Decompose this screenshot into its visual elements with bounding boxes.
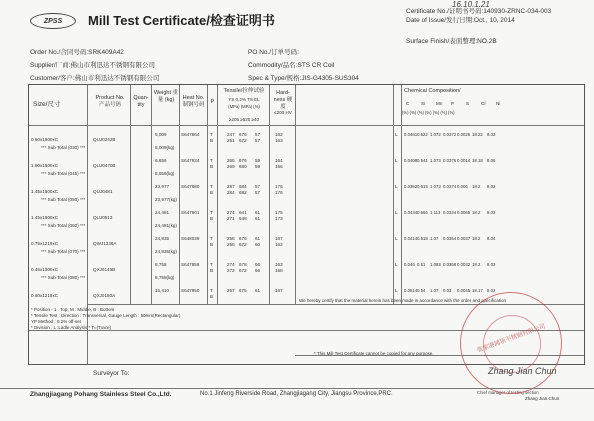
position-bottom: B [210, 190, 214, 195]
header-tensile: Tensile/拉伸试验 [223, 88, 265, 94]
tensile-bottom-ts: 682 [239, 190, 247, 195]
tensile-bottom-ys: 269 [227, 164, 235, 169]
tensile-top-ys: 265 [227, 158, 235, 163]
copy-notice: * This Mill Test Certificate cannot be copied for any purpose. [314, 351, 434, 356]
tensile-top-ts: 684 [239, 184, 247, 189]
header-weight: Weight 重量 (kg) [153, 90, 179, 103]
chem-cr: 18.2 [472, 210, 481, 215]
position-top: T [210, 236, 213, 241]
chem-p: 0.03 [443, 288, 452, 293]
tensile-bottom-el: 57 [255, 190, 261, 195]
size-value: 0.60x1219xC [31, 293, 59, 298]
tensile-top-ts: 678 [239, 262, 247, 267]
heat-number: S647680 [181, 184, 200, 189]
tensile-top-hv: 164 [275, 158, 283, 163]
chem-si: 0.54 [417, 288, 426, 293]
header-hardness-req: ≤200 HV [274, 110, 292, 115]
tensile-bottom-hv: 158 [275, 268, 283, 273]
tensile-top-hv: 175 [275, 210, 283, 215]
tensile-bottom-hv: 173 [275, 216, 283, 221]
chem-mn: 1.072 [430, 132, 441, 137]
issue-date: Date of Issue/发行日期:Oct., 10, 2014 [406, 17, 515, 24]
footer-address: No.1 Jinfeng Riverside Road, Zhangjiagang City, Jiangsu Province,PRC. [200, 391, 393, 397]
chem-col-s: S [466, 101, 470, 106]
document-title: Mill Test Certificate/检查证明书 [88, 13, 275, 28]
chem-col-cr: Cr [481, 101, 486, 106]
tensile-top-hv: 163 [275, 262, 283, 267]
tensile-top-ts: 675 [239, 288, 247, 293]
tensile-top-ts: 676 [239, 236, 247, 241]
chem-col-ni: Ni [496, 101, 501, 106]
subtotal-weight: 8,656(kg) [155, 171, 175, 176]
certificate-number: Certificate No./证明书号码:140930-ZRNC-034-003 [406, 8, 552, 15]
chem-p: 0.0372 [443, 132, 457, 137]
tensile-bottom-hv: 166 [275, 164, 283, 169]
chem-cr: 18.2 [472, 184, 481, 189]
tensile-top-el: 66 [255, 262, 261, 267]
subtotal-weight: 24,481(kg) [155, 223, 177, 228]
heat-number: S647864 [181, 132, 200, 137]
tensile-bottom-hv: 176 [275, 190, 283, 195]
product-number: QUJ0513 [93, 215, 113, 220]
chem-c: 0.0514 [404, 288, 418, 293]
surface-finish: Surface Finish/表面整理:NO.2B [406, 38, 497, 45]
certify-statement: We hereby certify that the material herein has been made in accordance with the order and specification [299, 298, 507, 303]
position-top: T [210, 158, 213, 163]
tensile-bottom-el: 66 [255, 268, 261, 273]
position-bottom: B [210, 164, 214, 169]
size-value: 0.45x1000xC [31, 267, 59, 272]
chem-p: 0.0334 [443, 210, 457, 215]
tensile-bottom-el: 57 [255, 138, 261, 143]
position-top: T [210, 184, 213, 189]
chem-ni: 8.04 [487, 236, 496, 241]
weight-value: 8,758 [155, 262, 167, 267]
handwritten-signature: Zhang Jian Chun [488, 366, 557, 376]
size-value: 1.80x1500xC [31, 163, 59, 168]
division-ladle: L [395, 262, 398, 267]
position-bottom: B [210, 294, 214, 299]
division-ladle: L [395, 288, 398, 293]
heat-number: S647901 [181, 210, 200, 215]
tensile-top-el: 59 [255, 158, 261, 163]
chem-mn: 1.113 [430, 210, 441, 215]
subtotal-label: *** Sub Total (045) *** [41, 171, 86, 176]
weight-value: 5,009 [155, 132, 167, 137]
header-position: P [210, 99, 215, 105]
subtotal-label: *** Sub Total (050) *** [41, 197, 86, 202]
position-bottom: B [210, 216, 214, 221]
heat-number: S648039 [181, 236, 200, 241]
chem-s: 0.0032 [457, 262, 471, 267]
header-heat-no: Heat No. 制钢号码 [182, 95, 205, 108]
chem-c: 0.0408 [404, 158, 418, 163]
division-ladle: L [395, 184, 398, 189]
logo-text: ZPSS [43, 17, 63, 25]
surveyor-label: Surveyor To: [93, 370, 130, 377]
chem-ni: 8.03 [487, 262, 496, 267]
tensile-top-el: 61 [255, 288, 261, 293]
chem-col-mn: Mn [436, 101, 443, 106]
tensile-top-hv: 167 [275, 236, 283, 241]
chem-c: 0.0461 [404, 132, 418, 137]
tensile-top-el: 61 [255, 236, 261, 241]
product-number: QUJ0470B [93, 163, 116, 168]
product-number: QXJ0145B [93, 267, 116, 272]
customer: Customer/客户:佛山市利迅达不锈钢有限公司 [30, 75, 160, 82]
chem-mn: 1.07 [430, 288, 439, 293]
chem-s: 0.0014 [457, 158, 471, 163]
tensile-bottom-ts: 672 [239, 242, 247, 247]
tensile-top-ts: 676 [239, 158, 247, 163]
product-number: QUJ0242B [93, 137, 116, 142]
tensile-top-hv: 176 [275, 184, 283, 189]
chem-c: 0.046 [404, 262, 415, 267]
tensile-top-ys: 274 [227, 210, 235, 215]
order-number: Order No./合同号码:SRK409A42 [30, 49, 124, 56]
chem-col-p: P [451, 101, 455, 106]
weight-value: 15,410 [155, 288, 170, 293]
chem-mn: 1.073 [430, 158, 441, 163]
size-value: 0.60x1500xC [31, 137, 59, 142]
tensile-bottom-ts: 680 [239, 164, 247, 169]
tensile-top-ts: 676 [239, 132, 247, 137]
chief-manager-label: Chief manager of testing section [477, 390, 539, 395]
subtotal-label: *** Sub Total (070) *** [41, 249, 86, 254]
subtotal-label: *** Sub Total (080) *** [41, 275, 86, 280]
chem-si: 0.51 [417, 262, 426, 267]
division-ladle: L [395, 132, 398, 137]
tensile-bottom-ys: 251 [227, 138, 235, 143]
chem-si: 0.666 [417, 210, 428, 215]
header-hardness: Hard-ness 硬度 [273, 90, 293, 110]
tensile-top-ys: 287 [227, 184, 235, 189]
tensile-top-ys: 274 [227, 262, 235, 267]
position-bottom: B [210, 268, 214, 273]
heat-number: S647856 [181, 262, 200, 267]
heat-number: S647934 [181, 158, 200, 163]
chem-s: 0.006 [457, 184, 468, 189]
footer-company: Zhangjiagang Pohang Stainless Steel Co.,Ltd. [30, 391, 172, 398]
tensile-bottom-ys: 272 [227, 268, 235, 273]
chem-p: 0.0374 [443, 184, 457, 189]
note-tensile: * Tensile Test : Direction : Transversal, Gauge Length : 50mm(Rectangular) [31, 313, 181, 318]
footer-signer: Zhang Jian.Chun [525, 396, 560, 401]
division-ladle: L [395, 210, 398, 215]
tensile-bottom-ys: 256 [227, 242, 235, 247]
chem-si: 0.615 [417, 184, 428, 189]
product-number: QUJ0481 [93, 189, 113, 194]
chem-cr: 18.22 [472, 132, 483, 137]
tensile-top-el: 57 [255, 184, 261, 189]
tensile-bottom-ts: 672 [239, 138, 247, 143]
subtotal-label: *** Sub Total (030) *** [41, 145, 86, 150]
company-logo [30, 13, 76, 29]
header-chem-units: (%) (%) (%) (%) (%) (%) (%) [402, 110, 455, 115]
tensile-bottom-el: 60 [255, 242, 261, 247]
tensile-bottom-el: 61 [255, 216, 261, 221]
tensile-top-ys: 256 [227, 236, 235, 241]
chem-ni: 8.03 [487, 210, 496, 215]
heat-number: S647950 [181, 288, 200, 293]
tensile-top-el: 57 [255, 132, 261, 137]
division-ladle: L [395, 158, 398, 163]
chem-si: 0.522 [417, 132, 428, 137]
header-chemical: Chemical Composition/ [404, 88, 461, 94]
subtotal-weight: 5,009(kg) [155, 145, 175, 150]
chem-s: 0.0045 [457, 288, 471, 293]
tensile-bottom-ts: 672 [239, 268, 247, 273]
chem-cr: 18.18 [472, 158, 483, 163]
chem-s: 0.0037 [457, 236, 471, 241]
chem-mn: 1.083 [430, 262, 441, 267]
weight-value: 23,977 [155, 184, 170, 189]
product-number: QXJ0180A [93, 293, 116, 298]
note-yp: YP Method : 0.2% off-set [31, 319, 81, 324]
supplier: Supplier/厂商:佛山市利迅达不锈钢有限公司 [30, 62, 155, 69]
header-product-no: Product No. 产品号码 [95, 95, 125, 108]
chem-ni: 8.06 [487, 158, 496, 163]
chem-cr: 18.2 [472, 262, 481, 267]
tensile-bottom-hv: 163 [275, 138, 283, 143]
subtotal-label: *** Sub Total (060) *** [41, 223, 86, 228]
chem-cr: 18.17 [472, 288, 483, 293]
chem-p: 0.0358 [443, 262, 457, 267]
weight-value: 6,656 [155, 158, 167, 163]
header-tensile-req: ≥205 ≥520 ≥40 [229, 117, 259, 122]
tensile-top-ys: 247 [227, 132, 235, 137]
size-value: 1.45x1500xC [31, 215, 59, 220]
footer-rule [0, 388, 594, 389]
note-position: * Position - 1 . Top, M : Middle, B : Bottom [31, 307, 115, 312]
header-tensile-unit: (MPa) (MPa) (%) [228, 104, 260, 109]
chem-s: 0.0026 [457, 132, 471, 137]
chem-p: 0.0376 [443, 158, 457, 163]
division-ladle: L [395, 236, 398, 241]
size-value: 1.45x1500xC [31, 189, 59, 194]
chem-mn: 1.073 [430, 184, 441, 189]
chem-col-c: C [406, 101, 410, 106]
subtotal-weight: 24,835(kg) [155, 249, 177, 254]
chem-col-si: Si [421, 101, 426, 106]
header-tensile-sub: YS 0.2% TS EL [228, 97, 260, 102]
tensile-bottom-ys: 271 [227, 216, 235, 221]
subtotal-weight: 23,977(kg) [155, 197, 177, 202]
header-size: Size/尺寸 [33, 101, 61, 108]
header-quantity: Quan-tity [133, 95, 149, 108]
tensile-bottom-el: 59 [255, 164, 261, 169]
chem-si: 0.541 [417, 158, 428, 163]
chem-c: 0.0414 [404, 236, 418, 241]
spec-type: Spec & Type/规格:JIS-G4305-SUS304 [248, 75, 359, 82]
tensile-bottom-hv: 162 [275, 242, 283, 247]
tensile-top-ts: 641 [239, 210, 247, 215]
position-top: T [210, 132, 213, 137]
chem-c: 0.0434 [404, 210, 418, 215]
chem-p: 0.0354 [443, 236, 457, 241]
tensile-top-hv: 167 [275, 288, 283, 293]
po-number: PO No./订单号码: [248, 49, 299, 56]
chem-c: 0.0352 [404, 184, 418, 189]
tensile-bottom-ys: 284 [227, 190, 235, 195]
note-division: * Division : L :Ladle Analysis * T=(Trace) [31, 325, 111, 330]
chem-s: 0.0065 [457, 210, 471, 215]
weight-value: 24,835 [155, 236, 170, 241]
position-bottom: B [210, 138, 214, 143]
chem-ni: 8.02 [487, 288, 496, 293]
chem-ni: 8.02 [487, 184, 496, 189]
tensile-top-hv: 162 [275, 132, 283, 137]
chem-cr: 18.2 [472, 236, 481, 241]
product-number: QWJ1339A [93, 241, 117, 246]
position-top: T [210, 288, 213, 293]
subtotal-weight: 8,758(kg) [155, 275, 175, 280]
chem-ni: 8.03 [487, 132, 496, 137]
chem-mn: 1.07 [430, 236, 439, 241]
tensile-top-el: 61 [255, 210, 261, 215]
position-top: T [210, 210, 213, 215]
weight-value: 24,481 [155, 210, 170, 215]
handwritten-note: 16.10.1.21 [452, 0, 490, 9]
tensile-bottom-ts: 648 [239, 216, 247, 221]
chem-si: 0.518 [417, 236, 428, 241]
tensile-top-ys: 267 [227, 288, 235, 293]
company-seal: 张家港浦项不锈钢有限公司 [460, 292, 562, 394]
position-top: T [210, 262, 213, 267]
position-bottom: B [210, 242, 214, 247]
commodity: Commodity/品名:STS CR Coil [248, 62, 335, 69]
size-value: 0.75x1219xC [31, 241, 59, 246]
